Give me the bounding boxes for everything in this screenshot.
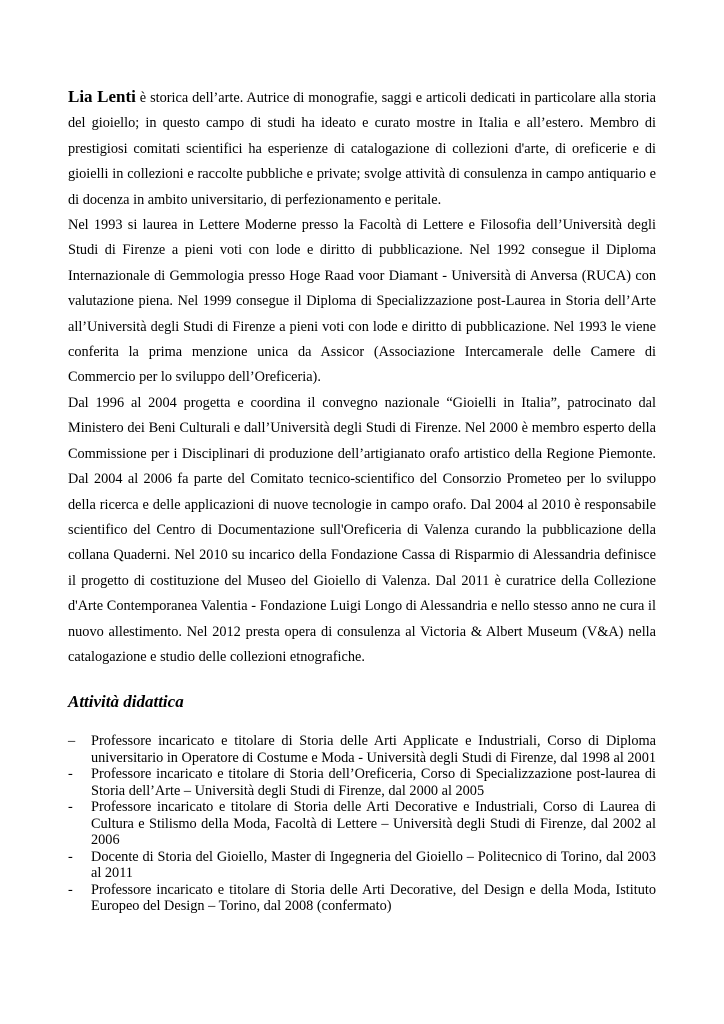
- list-dash: -: [68, 799, 73, 815]
- list-dash: -: [68, 881, 73, 898]
- list-item-text: Professore incaricato e titolare di Storia delle Arti Decorative, del Design e della Moda, Istituto Europeo del Design – Torino, dal 2008 (confermato): [91, 881, 656, 914]
- list-item: [68, 733, 656, 766]
- list-item-text: Professore incaricato e titolare di Storia delle Arti Applicate e Industriali, Corso di Diploma universitario in Operatore di Costume e Moda - Università degli Studi di Firenze, dal 1998 al 2001: [91, 733, 657, 766]
- list-dash: –: [68, 733, 76, 749]
- didattica-list: [68, 733, 656, 915]
- bio-paragraph-2: Nel 1993 si laurea in Lettere Moderne presso la Facoltà di Lettere e Filosofia dell’Università degli Studi di Firenze a pieni voti con lode e diritto di pubblicazione. Nel 1992 consegue il Diploma Internazionale di Gemmologia presso Hoge Raad voor Diamant - Università di Anversa (RUCA) con valutazione piena. Nel 1999 consegue il Diploma di Specializzazione post-Laurea in Storia dell’Arte all’Università degli Studi di Firenze a pieni voti con lode e diritto di pubblicazione. Nel 1993 le viene conferita la prima menzione unica da Assicor (Associazione Intercamerale delle Camere di Commercio per lo sviluppo dell’Oreficeria).: [68, 217, 656, 386]
- list-item-text: Docente di Storia del Gioiello, Master di Ingegneria del Gioiello – Politecnico di Torino, dal 2003 al 2011: [91, 848, 656, 881]
- list-item: [68, 849, 656, 882]
- list-dash: -: [68, 848, 73, 865]
- author-name: Lia Lenti: [68, 87, 136, 106]
- biography: [68, 84, 656, 670]
- section-title-didattica: Attività didattica: [68, 692, 184, 711]
- list-item: [68, 766, 656, 799]
- list-item: [68, 882, 656, 915]
- bio-paragraph-3: Dal 1996 al 2004 progetta e coordina il convegno nazionale “Gioielli in Italia”, patrocinato dal Ministero dei Beni Culturali e dall’Università degli Studi di Firenze. Nel 2000 è membro esperto della Commissione per i Disciplinari di produzione dell’artigianato orafo artistico della Regione Piemonte. Dal 2004 al 2006 fa parte del Comitato tecnico-scientifico del Consorzio Prometeo per lo sviluppo della ricerca e delle applicazioni di nuove tecnologie in campo orafo. Dal 2004 al 2010 è responsabile scientifico del Centro di Documentazione sull'Oreficeria di Valenza curando la pubblicazione della collana Quaderni. Nel 2010 su incarico della Fondazione Cassa di Risparmio di Alessandria definisce il progetto di costituzione del Museo del Gioiello di Valenza. Dal 2011 è curatrice della Collezione d'Arte Contemporanea Valentia - Fondazione Luigi Longo di Alessandria e nello stesso anno ne cura il nuovo allestimento. Nel 2012 presta opera di consulenza al Victoria & Albert Museum (V&A) nella catalogazione e studio delle collezioni etnografiche.: [68, 394, 656, 665]
- list-item-text: Professore incaricato e titolare di Storia dell’Oreficeria, Corso di Specializzazione post-laurea di Storia dell’Arte – Università degli Studi di Firenze, dal 2000 al 2005: [91, 766, 656, 799]
- list-item-text: Professore incaricato e titolare di Storia delle Arti Decorative e Industriali, Corso di Laurea di Cultura e Stilismo della Moda, Facoltà di Lettere – Università degli Studi di Firenze, dal 2002 al 2006: [91, 799, 656, 848]
- bio-paragraph-1: [68, 84, 656, 213]
- bio-intro-text: è storica dell’arte. Autrice di monografie, saggi e articoli dedicati in particolare alla storia del gioiello; in questo campo di studi ha ideato e curato mostre in Italia e all’estero. Membro di prestigiosi comitati scientifici ha esperienze di catalogazione di collezioni d'arte, di oreficerie e di gioielli in collezioni e raccolte pubbliche e private; svolge attività di consulenza in campo antiquario e di docenza in ambito universitario, di perfezionamento e peritale.: [68, 90, 656, 208]
- list-item: [68, 799, 656, 849]
- list-dash: -: [68, 766, 73, 782]
